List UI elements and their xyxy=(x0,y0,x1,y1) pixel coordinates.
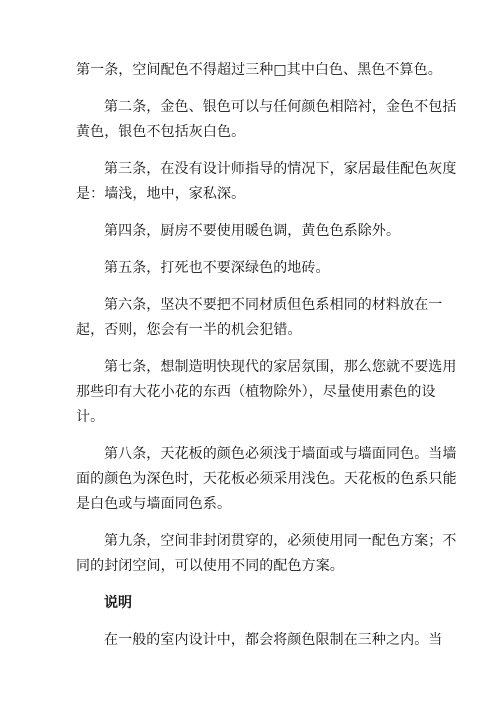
article-3-line-1: 第三条，在没有设计师指导的情况下，家居最佳配色灰度 xyxy=(104,161,457,177)
article-5-line-1: 第五条，打死也不要深绿色的地砖。 xyxy=(104,260,330,276)
article-6-line-2: 起，否则，您会有一半的机会犯错。 xyxy=(76,322,302,338)
article-6-line-1: 第六条，坚决不要把不同材质但色系相同的材料放在一 xyxy=(104,297,443,313)
article-2-line-2: 黄色，银色不包括灰白色。 xyxy=(76,124,246,140)
intro-line-1: 在一般的室内设计中，都会将颜色限制在三种之内。当 xyxy=(104,632,443,648)
article-7-line-3: 计。 xyxy=(76,409,105,425)
article-4-line-1: 第四条，厨房不要使用暖色调，黄色色系除外。 xyxy=(104,223,401,239)
article-3-line-2: 是：墙浅，地中，家私深。 xyxy=(76,186,246,202)
intro-paragraph xyxy=(76,628,443,653)
section-heading: 说明 xyxy=(104,595,132,611)
article-8 xyxy=(76,442,457,517)
article-7-line-2: 那些印有大花小花的东西（植物除外），尽量使用素色的设 xyxy=(76,384,436,400)
article-9-line-1: 第九条，空间非封闭贯穿的，必须使用同一配色方案；不 xyxy=(104,533,457,549)
article-1-line-1: 第一条，空间配色不得超过三种□其中白色、黑色不算色。 xyxy=(76,62,442,78)
document-page xyxy=(76,58,457,653)
article-4 xyxy=(76,219,412,244)
article-2-line-1: 第二条，金色、银色可以与任何颜色相陪衬，金色不包括 xyxy=(104,99,457,115)
article-5 xyxy=(76,256,412,281)
article-7-line-1: 第七条，想制造明快现代的家居氛围，那么您就不要选用 xyxy=(104,359,457,375)
article-6 xyxy=(76,293,443,343)
article-8-line-3: 是白色或与墙面同色系。 xyxy=(76,496,232,512)
article-9-line-2: 同的封闭空间，可以使用不同的配色方案。 xyxy=(76,558,344,574)
article-8-line-2: 面的颜色为深色时，天花板必须采用浅色。天花板的色系只能 xyxy=(76,471,457,487)
article-1 xyxy=(76,58,442,83)
article-8-line-1: 第八条，天花板的颜色必须浅于墙面或与墙面同色。当墙 xyxy=(104,446,457,462)
article-2 xyxy=(76,95,457,145)
article-7 xyxy=(76,355,457,430)
article-3 xyxy=(76,157,457,207)
article-9 xyxy=(76,529,457,579)
